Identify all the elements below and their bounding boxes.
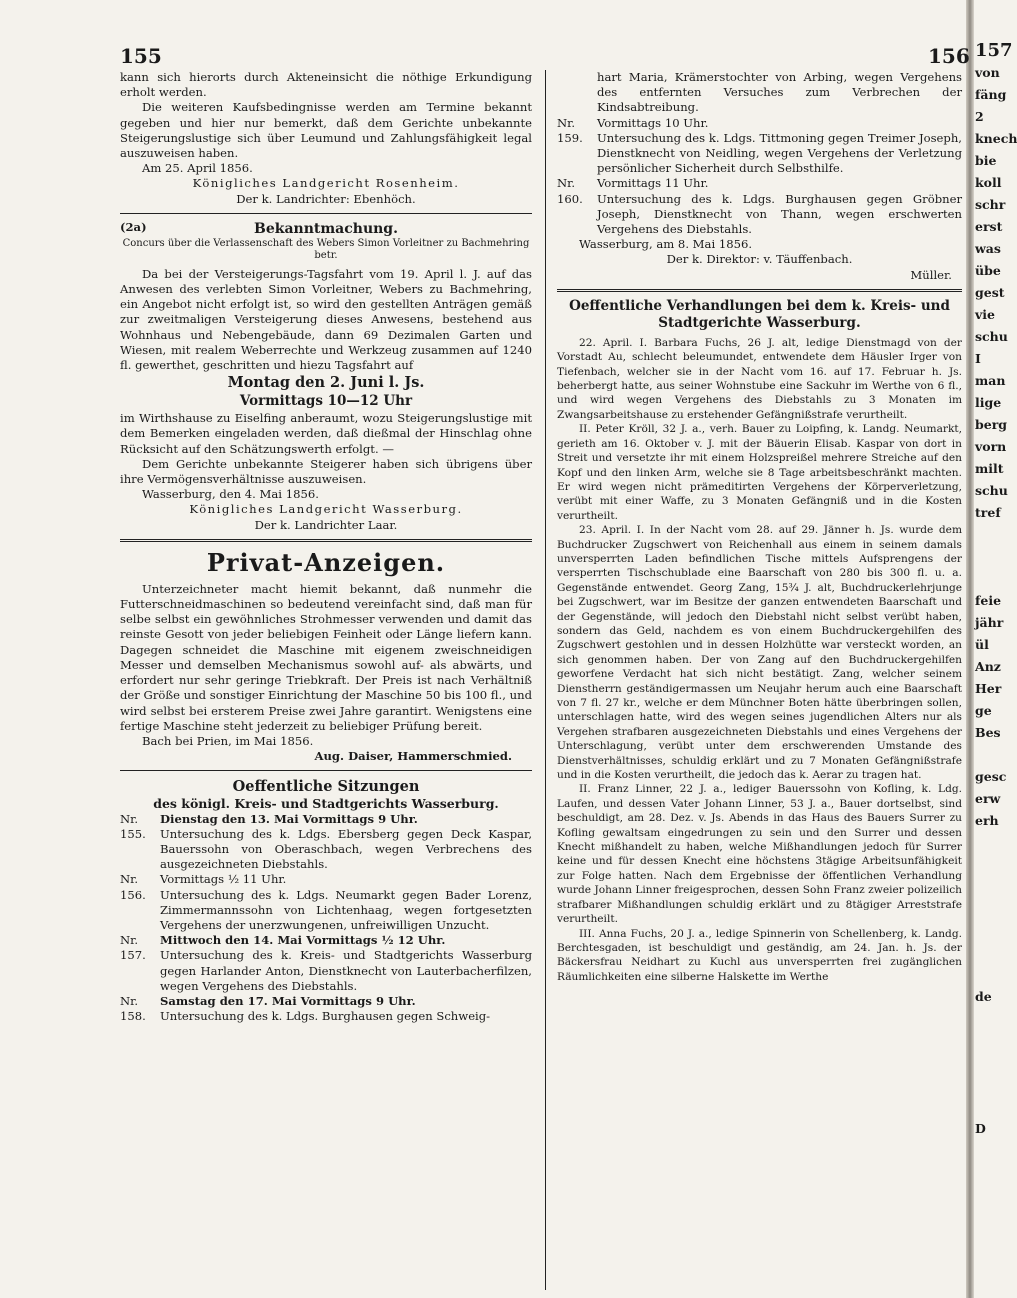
edge-fragment: Anz (975, 659, 1001, 674)
proceeding-paragraph: II. Franz Linner, 22 J. a., lediger Bauerssohn von Kofling, k. Ldg. Laufen, und dessen Vater Johann Linner, 53 J. a., Bauer dortselbst, sind beschuldigt, am 28. Dez. v. Js. Abends in das Haus des Bauers Surrer zu Kofling gewaltsam eingedrungen zu sein und den Surrer und dessen Knecht mißhandelt zu haben, welche Mißhandlungen jedoch für Surrer keine und für dessen Knecht eine höchstens 3tägige Arbeitsunfähigkeit zur Folge hatten. Nach dem Ergebnisse der öffentlichen Verhandlung wurde Johann Linner freigesprochen, dessen Sohn Franz zweier polizeilich strafbarer Mißhandlungen schuldig erklärt und zu 8tägiger Arreststrafe verurtheilt. (557, 783, 962, 926)
edge-fragment (975, 524, 1000, 546)
edge-fragment: gest (975, 285, 1005, 300)
page-number-edge: 157 (975, 40, 1013, 61)
sessions-title: Oeffentliche Sitzungen (232, 778, 420, 796)
edge-fragment: schu (975, 329, 1008, 344)
notice-date-1: Am 25. April 1856. (142, 161, 253, 176)
entry-head: Vormittags 11 Uhr. (597, 176, 709, 191)
sessions-date: Wasserburg, am 8. Mai 1856. (579, 237, 753, 252)
entry-number: Nr. 156. (120, 872, 146, 902)
edge-fragment (975, 1030, 1000, 1052)
intro-text-2: Die weiteren Kaufsbedingnisse werden am Termine bekannt gegeben und hier nur bemerkt, daß dem Gerichte unbekannte Steigerungslustige sich über Leumund und Zahlungsfähigkeit legal auszuweisen haben. (120, 100, 532, 161)
entry-number: Nr. 159. (557, 115, 583, 145)
page-binding (966, 0, 974, 1298)
edge-fragment: tref (975, 505, 1001, 520)
announcement-time: Vormittags 10—12 Uhr (239, 393, 413, 410)
session-entry (120, 994, 532, 1024)
entry-body: Untersuchung des k. Ldgs. Tittmoning gegen Treimer Joseph, Dienstknecht von Neidling, wegen Vergehens der Verletzung persönlicher Sicherheit durch Selbsthilfe. (597, 130, 962, 176)
announcement-header (120, 220, 532, 238)
edge-fragment (975, 1096, 1000, 1118)
edge-fragment: von (975, 65, 1000, 80)
session-entry (120, 933, 532, 994)
entry-body: Untersuchung des k. Ldgs. Burghausen gegen Gröbner Joseph, Dienstknecht von Thann, wegen erschwerten Vergehens des Diebstahls. (597, 191, 962, 237)
director-signature: Der k. Direktor: v. Täuffenbach. (666, 252, 853, 267)
edge-fragment (975, 920, 1000, 942)
announcement-body-3: Dem Gerichte unbekannte Steigerer haben sich übrigens über ihre Vermögensverhältnisse auszuweisen. (120, 456, 532, 487)
edge-fragment: koll (975, 175, 1002, 190)
entry-body: Untersuchung des k. Ldgs. Ebersberg gegen Deck Kaspar, Bauerssohn von Oberaschbach, wegen Verbrechens des ausgezeichneten Diebstahls. (160, 826, 532, 872)
edge-fragment (975, 898, 1000, 920)
announcement-body: Da bei der Versteigerungs-Tagsfahrt vom 19. April l. J. auf das Anwesen des verlebten Simon Vorleitner, Webers zu Bachmehring, ein Angebot nicht erfolgt ist, so wird den gestellten Anträgen gemäß zur zweitmaligen Versteigerung dieses Anwesens, bestehend aus Wohnhaus und Nebengebäude, dann 69 Dezimalen Garten und Wiesen, mit realem Weberrechte und Werkzeug zusammen auf 1240 fl. gewerthet, geschritten und hiezu Tagsfahrt auf (120, 266, 532, 373)
announcement-title: Bekanntmachung. (254, 220, 398, 237)
edge-fragment: I (975, 351, 981, 366)
proceeding-paragraph: II. Peter Kröll, 32 J. a., verh. Bauer zu Loipfing, k. Landg. Neumarkt, gerieth am 16. Oktober v. J. mit der Bäuerin Elisab. Kaspar von dort in Streit und versetzte ihr mit einem Holzspreißel mehrere Streiche auf den Kopf und den linken Arm, welche sie 8 Tage arbeitsbeschränkt machten. Er wird wegen nicht prämeditirten Vergehens der Körperverletzung, verübt mit einer Waffe, zu 3 Monaten Gefängniß und in die Kosten verurtheilt. (557, 423, 962, 522)
private-ad-place: Bach bei Prien, im Mai 1856. (142, 733, 314, 748)
judge-signature-1: Der k. Landrichter: Ebenhöch. (236, 191, 416, 206)
entry-body: Untersuchung des k. Ldgs. Burghausen gegen Schweig- (160, 1009, 491, 1024)
entry-head: Samstag den 17. Mai Vormittags 9 Uhr. (160, 993, 416, 1008)
edge-fragment (975, 1052, 1000, 1074)
continued-entry: hart Maria, Krämerstochter von Arbing, wegen Vergehens des entfernten Versuches zum Verbrechen der Kindsabtreibung. (597, 70, 962, 115)
announcement-subtitle: Concurs über die Verlassenschaft des Webers Simon Vorleitner zu Bachmehring betr. (122, 237, 530, 262)
entry-head: Vormittags 10 Uhr. (597, 115, 709, 130)
edge-fragment: knech (975, 131, 1017, 146)
court-name-1: Königliches Landgericht Rosenheim. (192, 176, 460, 191)
edge-fragment (975, 832, 1000, 854)
next-page-edge (975, 40, 1017, 1298)
entry-body: Untersuchung des k. Kreis- und Stadtgerichts Wasserburg gegen Harlander Anton, Dienstknecht von Lauterbacherfilzen, wegen Vergehens des Diebstahls. (160, 948, 532, 993)
edge-fragment (975, 964, 1000, 986)
announcement-day: Montag den 2. Juni l. Js. (227, 374, 425, 392)
sessions-subtitle: des königl. Kreis- und Stadtgerichts Wasserburg. (153, 796, 499, 812)
private-ad-body: Unterzeichneter macht hiemit bekannt, daß nunmehr die Futterschneidmaschinen so bedeutend vereinfacht sind, daß man für selbe selbst ein gewöhnliches Strohmesser verwenden und damit das reinste Gesott von jeder beliebigen Feinheit oder Länge liefern kann. Dagegen schneidet die Maschine mit eigenem zweischneidigen Messer und demselben Mechanismus sowohl auf- als abwärts, und erfordert nur sehr geringe Triebkraft. Der Preis ist nach Verhältniß der Größe und sonstiger Einrichtung der Maschine 50 bis 100 fl., und wird selbst bei ersterem Preise zwei Jahre garantirt. Wenigstens eine fertige Maschine steht jederzeit zu beliebiger Prüfung bereit. (120, 581, 532, 733)
edge-fragment: feie (975, 593, 1002, 608)
clerk-signature: Müller. (910, 267, 952, 282)
next-page-fragments (975, 62, 1017, 1140)
edge-fragment (975, 854, 1000, 876)
edge-fragment: vorn (975, 439, 1007, 454)
edge-fragment: bie (975, 153, 997, 168)
edge-fragment: 2 (975, 109, 984, 124)
column-divider (545, 70, 546, 1290)
edge-fragment: schu (975, 483, 1008, 498)
announcement-body-2: im Wirthshause zu Eiselfing anberaumt, wozu Steigerungslustige mit dem Bemerken eingeladen werden, daß dießmal der Hinschlag ohne Rücksicht auf den Schätzungswerth erfolgt. — (120, 411, 532, 456)
edge-fragment (975, 942, 1000, 964)
edge-fragment: was (975, 241, 1001, 256)
announcement-code: (2a) (120, 219, 147, 234)
divider (120, 213, 532, 214)
intro-text-1: kann sich hierorts durch Akteneinsicht die nöthige Erkundigung erholt werden. (120, 70, 532, 100)
entry-number: Nr. 160. (557, 176, 583, 206)
edge-fragment: Her (975, 681, 1002, 696)
entry-head: Dienstag den 13. Mai Vormittags 9 Uhr. (160, 811, 418, 826)
entry-number: Nr. 158. (120, 993, 146, 1024)
court-name-2: Königliches Landgericht Wasserburg. (189, 502, 463, 517)
entry-body: Untersuchung des k. Ldgs. Neumarkt gegen Bader Lorenz, Zimmermannssohn von Lichtenhaag, wegen fortgesetzten Vergehens der unerzwungenen, unfreiwilligen Unzucht. (160, 887, 532, 932)
session-entry (557, 176, 962, 237)
edge-fragment: berg (975, 417, 1008, 432)
edge-fragment: erst (975, 219, 1003, 234)
edge-fragment: lige (975, 395, 1002, 410)
entry-head: Mittwoch den 14. Mai Vormittags ½ 12 Uhr. (160, 933, 446, 948)
divider (120, 539, 532, 542)
edge-fragment (975, 1074, 1000, 1096)
edge-fragment: erh (975, 813, 999, 828)
edge-fragment: man (975, 373, 1006, 388)
edge-fragment: D (975, 1121, 986, 1136)
edge-fragment (975, 876, 1000, 898)
proceeding-paragraph: 23. April. I. In der Nacht vom 28. auf 29. Jänner h. Js. wurde dem Buchdrucker Zugschwert von Reichenhall aus einem in seinem damals unversperrten Laden befindlichen Tische mittels Aufsprengens der versperrten Tischschublade eine Baarschaft von 280 bis 300 fl. u. a. Gegenstände entwendet. Georg Zang, 15¾ J. alt, Buchdruckerlehrjunge bei Zugschwert, war im Besitze der ganzen entwendeten Baarschaft und der Gegenstände, will jedoch den Diebstahl nicht selbst verübt haben, sondern das Geld, nachdem es von einem Buchdruckergehilfen des Zugschwert gestohlen und in dessen Holzhütte war versteckt worden, an sich genommen haben. Der von Zang auf den Buchdruckergehilfen geworfene Verdacht hat sich nicht bestätigt. Zang, welcher seinem Dienstherrn geständigermassen um Neujahr herum auch eine Baarschaft von 7 fl. 27 kr., welche er dem Münchner Boten hätte überbringen sollen, unterschlagen hatte, wird des wegen seines jugendlichen Alters nur als Vergehen strafbaren ausgezeichneten Diebstahls und eines Vergehens der Unterschlagung, verübt unter dem erschwerenden Umstande des Dienstverhältnisses, schuldig erklärt und zu 7 Monaten Gefängnißstrafe und in die Kosten verurtheilt, die jedoch das k. Aerar zu tragen hat. (557, 524, 962, 782)
edge-fragment: milt (975, 461, 1004, 476)
edge-fragment: de (975, 989, 992, 1004)
edge-fragment: fäng (975, 87, 1007, 102)
proceeding-paragraph: 22. April. I. Barbara Fuchs, 26 J. alt, ledige Dienstmagd von der Vorstadt Au, schlecht beleumundet, entwendete dem Häusler Irger von Tiefenbach, welcher sie in der Nacht vom 16. auf 17. Februar h. Js. beherbergt hatte, aus seiner Wohnstube eine Sackuhr im Werthe von 6 fl., und wird wegen Vergehens des Diebstahls zu 3 Monaten im Zwangsarbeitshause zu erstehender Gefängnißstrafe verurtheilt. (557, 336, 962, 421)
edge-fragment: jähr (975, 615, 1004, 630)
divider (120, 770, 532, 771)
proceedings-body (557, 336, 962, 984)
edge-fragment: schr (975, 197, 1006, 212)
private-ads-title: Privat-Anzeigen. (206, 547, 446, 577)
edge-fragment: übe (975, 263, 1001, 278)
edge-fragment (975, 1008, 1000, 1030)
page-number-right: 156 (928, 44, 970, 68)
entry-head: Vormittags ½ 11 Uhr. (160, 872, 287, 887)
edge-fragment (975, 546, 1000, 568)
edge-fragment: ge (975, 703, 992, 718)
right-column (557, 70, 962, 984)
left-column (120, 70, 532, 1024)
session-entry (120, 812, 532, 873)
edge-fragment: gesc (975, 769, 1007, 784)
judge-signature-2: Der k. Landrichter Laar. (254, 517, 398, 532)
divider (557, 289, 962, 292)
proceedings-title: Oeffentliche Verhandlungen bei dem k. Kreis- und Stadtgerichte Wasserburg. (569, 297, 950, 331)
edge-fragment: erw (975, 791, 1001, 806)
edge-fragment: ül (975, 637, 989, 652)
proceeding-paragraph: III. Anna Fuchs, 20 J. a., ledige Spinnerin von Schellenberg, k. Landg. Berchtesgaden, ist beschuldigt und geständig, am 24. Jan. h. Js. der Bäckersfrau Neidhart zu Kuchl aus unversperrten frei zugänglichen Räumlichkeiten eine silberne Halskette im Werthe (557, 927, 962, 983)
session-entry (120, 872, 532, 933)
session-entry (557, 116, 962, 177)
edge-fragment: Bes (975, 725, 1001, 740)
private-ad-signature: Aug. Daiser, Hammerschmied. (314, 749, 512, 764)
edge-fragment: vie (975, 307, 995, 322)
page-number-left: 155 (120, 44, 162, 68)
edge-fragment (975, 744, 1000, 766)
edge-fragment (975, 568, 1000, 590)
entry-number: Nr. 155. (120, 811, 146, 841)
entry-number: Nr. 157. (120, 933, 146, 963)
notice-date-2: Wasserburg, den 4. Mai 1856. (142, 487, 319, 502)
